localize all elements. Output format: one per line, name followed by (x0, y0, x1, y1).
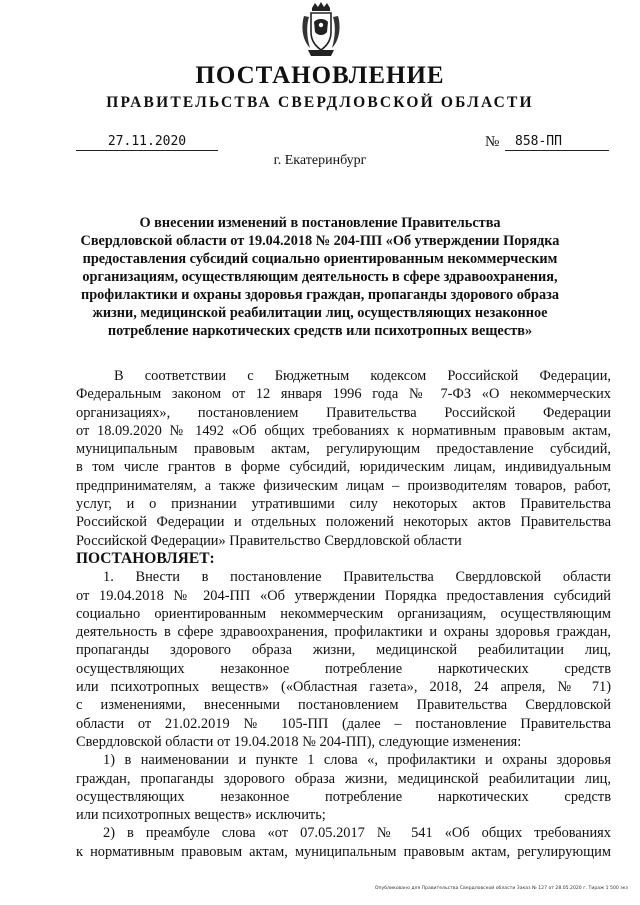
issuing-authority: ПРАВИТЕЛЬСТВА СВЕРДЛОВСКОЙ ОБЛАСТИ (106, 94, 534, 111)
title-line: жизни, медицинской реабилитации лиц, осуществляющих незаконное (92, 305, 548, 321)
body-line: осуществляющих незаконное потребление наркотических средств (76, 788, 611, 805)
coat-of-arms-icon (300, 2, 342, 58)
body-line: муниципальным правовым актам, регулирующим предоставление субсидий, (76, 441, 611, 458)
body-line: Свердловской области от 19.04.2018 № 204-ПП), следующие изменения: (76, 733, 522, 750)
body-line: 1) в наименовании и пункте 1 слова «, профилактики и охраны здоровья (103, 752, 611, 769)
body-line: Федеральным законом от 12 января 1996 года № 7-ФЗ «О некоммерческих (76, 386, 611, 403)
body-line: пропаганды здорового образа жизни, медицинской реабилитации лиц, (76, 642, 611, 659)
body-line: 2) в преамбуле слова «от 07.05.2017 № 541 «Об общих требованиях (103, 825, 611, 842)
body-line: в том числе грантов в форме субсидий, юридическим лицам, индивидуальным (76, 459, 611, 476)
body-line: осуществляющих незаконное потребление наркотических средств (76, 660, 611, 677)
title-line: организациям, осуществляющим деятельность в сфере здравоохранения, (82, 269, 558, 285)
body-line: услуг, и о признании утратившими силу некоторых актов Правительства (76, 496, 611, 513)
body-line: к нормативным правовым актам, муниципальным правовым актам, регулирующим (76, 843, 611, 860)
title-line: потребление наркотических средств или психотропных веществ» (107, 323, 533, 339)
document-number: 858-ПП (505, 134, 609, 151)
body-line: или психотропных веществ» («Областная газета», 2018, 24 апреля, № 71) (76, 679, 611, 696)
body-line: социально ориентированным некоммерческим организациям, осуществляющим (76, 605, 611, 622)
body-line: с изменениями, внесенными постановлением Правительства Свердловской (76, 697, 611, 714)
body-line: предпринимателям, а также физическим лицам – производителям товаров, работ, (76, 477, 611, 494)
document-body (76, 367, 611, 861)
title-line: О внесении изменений в постановление Правительства (139, 215, 501, 231)
body-line: граждан, пропаганды здорового образа жизни, медицинской реабилитации лиц, (76, 770, 611, 787)
document-type: ПОСТАНОВЛЕНИЕ (195, 62, 445, 89)
decree-heading: ПОСТАНОВЛЯЕТ: (76, 549, 215, 567)
body-line: Российской Федерации и отдельных положений некоторых актов Правительства (76, 514, 611, 531)
title-line: предоставления субсидий социально ориентированным некоммерческим (82, 251, 558, 267)
body-line: от 19.04.2018 № 204-ПП «Об утверждении Порядка предоставления субсидий (76, 587, 611, 604)
body-line: области от 21.02.2019 № 105-ПП (далее – постановление Правительства (76, 715, 611, 732)
publication-footer: Опубликовано для Правительства Свердловской области Заказ № 127 от 28.05.2020 г. Тираж 1 500 экз (374, 886, 628, 891)
title-line: профилактики и охраны здоровья граждан, пропаганды здорового образа (80, 287, 560, 303)
number-label: № (485, 134, 500, 150)
body-line: В соответствии с Бюджетным кодексом Российской Федерации, (114, 368, 611, 384)
body-line: организациях», постановлением Правительства Российской Федерации (76, 404, 611, 421)
body-line: от 18.09.2020 № 1492 «Об общих требованиях к нормативным правовым актам, (76, 422, 611, 439)
document-date: 27.11.2020 (76, 134, 218, 151)
body-line: или психотропных веществ» исключить; (76, 807, 326, 824)
document-title (78, 214, 562, 340)
city: г. Екатеринбург (273, 153, 367, 168)
title-line: Свердловской области от 19.04.2018 № 204-ПП «Об утверждении Порядка (80, 233, 560, 249)
body-line: 1. Внести в постановление Правительства Свердловской области (103, 569, 611, 586)
body-line: деятельность в сфере здравоохранения, профилактики и охраны здоровья граждан, (76, 624, 611, 641)
body-line: Российской Федерации» Правительство Свердловской области (76, 532, 462, 549)
